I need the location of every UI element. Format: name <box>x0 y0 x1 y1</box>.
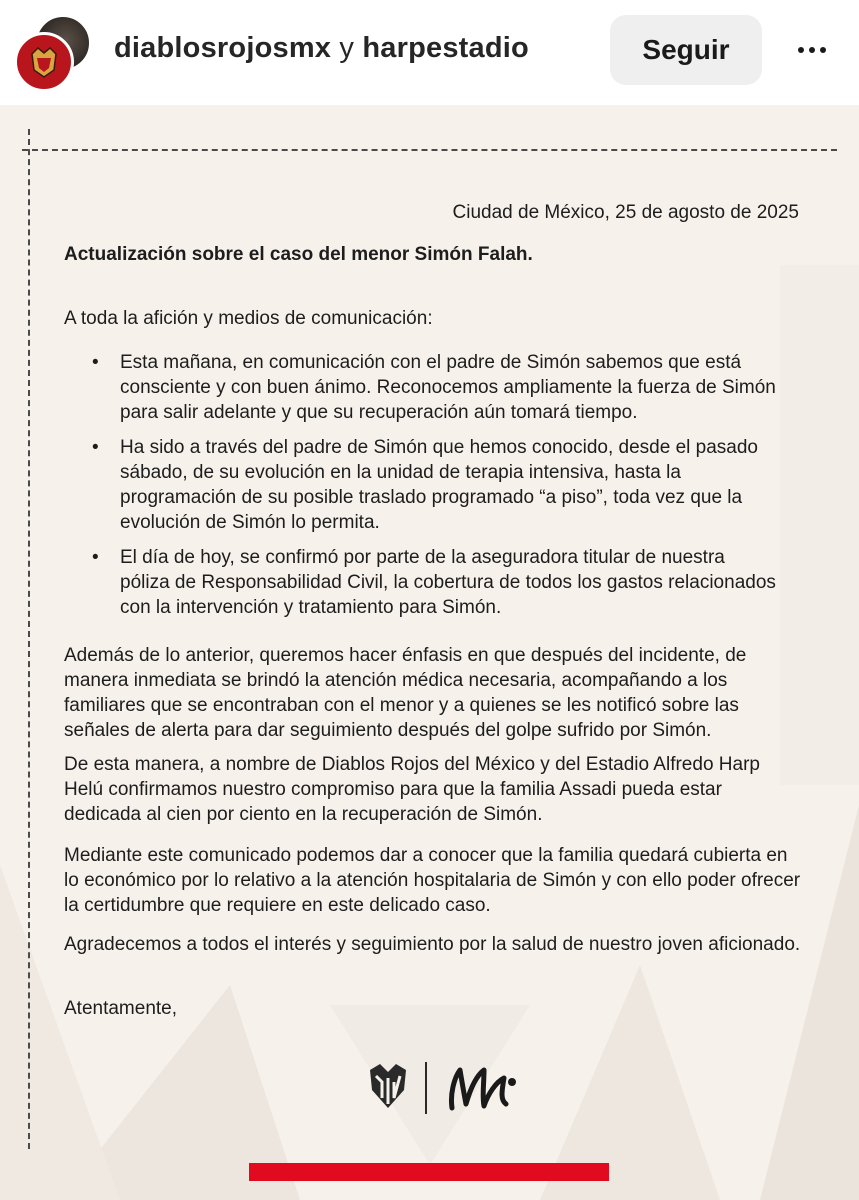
bullet-marker: • <box>92 547 99 568</box>
letter-date: Ciudad de México, 25 de agosto de 2025 <box>452 202 799 223</box>
accent-red-bar <box>249 1163 609 1181</box>
account-name-secondary[interactable]: harpestadio <box>362 32 529 64</box>
letter-greeting: A toda la afición y medios de comunicación: <box>64 308 433 329</box>
list-item <box>64 435 799 535</box>
paragraph-commitment: De esta manera, a nombre de Diablos Rojos del México y del Estadio Alfredo Harp Helú confirmamos nuestro compromiso para que la familia Assadi pueda estar dedicada al cien por ciento en la recuperación de Simón. <box>64 754 760 825</box>
more-options-icon[interactable] <box>790 40 834 60</box>
paragraph-incident: Además de lo anterior, queremos hacer énfasis en que después del incidente, de manera inmediata se brindó la atención médica necesaria, acompañando a los familiares que se encontraban con el menor y a quienes se les notificó sobre las señales de alerta para dar seguimiento después del golpe sufrido por Simón. <box>64 645 747 741</box>
post-header <box>0 0 859 105</box>
dashed-border-left <box>28 129 30 1149</box>
letter-closing: Atentamente, <box>64 998 178 1019</box>
letter-subject: Actualización sobre el caso del menor Simón Falah. <box>64 244 533 265</box>
paragraph-coverage: Mediante este comunicado podemos dar a conocer que la familia quedará cubierta en lo económico por lo relativo a la atención hospitalaria de Simón y con ello poder ofrecer la certidumbre que requiere en este delicado caso. <box>64 845 801 916</box>
connector-text: y <box>339 32 355 64</box>
follow-button[interactable]: Seguir <box>610 15 762 85</box>
bullet-marker: • <box>92 437 99 458</box>
diablos-shield-logo-icon <box>370 1064 406 1108</box>
paragraph-thanks: Agradecemos a todos el interés y seguimiento por la salud de nuestro joven aficionado. <box>64 934 801 955</box>
bullet-text: El día de hoy, se confirmó por parte de la aseguradora titular de nuestra póliza de Responsabilidad Civil, la cobertura de todos los gastos relacionados con la intervención y tratamiento para Simón. <box>120 547 776 618</box>
list-item <box>64 350 799 425</box>
diablos-crest-icon <box>26 44 62 80</box>
avatar-diablosrojosmx[interactable] <box>14 32 74 92</box>
bullet-list <box>64 350 799 630</box>
bullet-marker: • <box>92 352 99 373</box>
estadio-m-logo-icon <box>451 1070 516 1108</box>
list-item <box>64 545 799 620</box>
bullet-text: Esta mañana, en comunicación con el padre de Simón sabemos que está consciente y con buen ánimo. Reconocemos ampliamente la fuerza de Simón para salir adelante y que su recuperación aún tomará tiempo. <box>120 352 776 423</box>
account-name-primary[interactable]: diablosrojosmx <box>114 32 332 64</box>
collab-avatars[interactable] <box>14 14 86 86</box>
post-authors <box>114 32 529 65</box>
footer-logos <box>366 1060 526 1116</box>
post-image-letter <box>0 105 859 1200</box>
bullet-text: Ha sido a través del padre de Simón que hemos conocido, desde el pasado sábado, de su evolución en la unidad de terapia intensiva, hasta la programación de su posible traslado programado “a piso”, toda vez que la evolución de Simón lo permita. <box>120 437 758 533</box>
dashed-border-top <box>22 149 837 151</box>
